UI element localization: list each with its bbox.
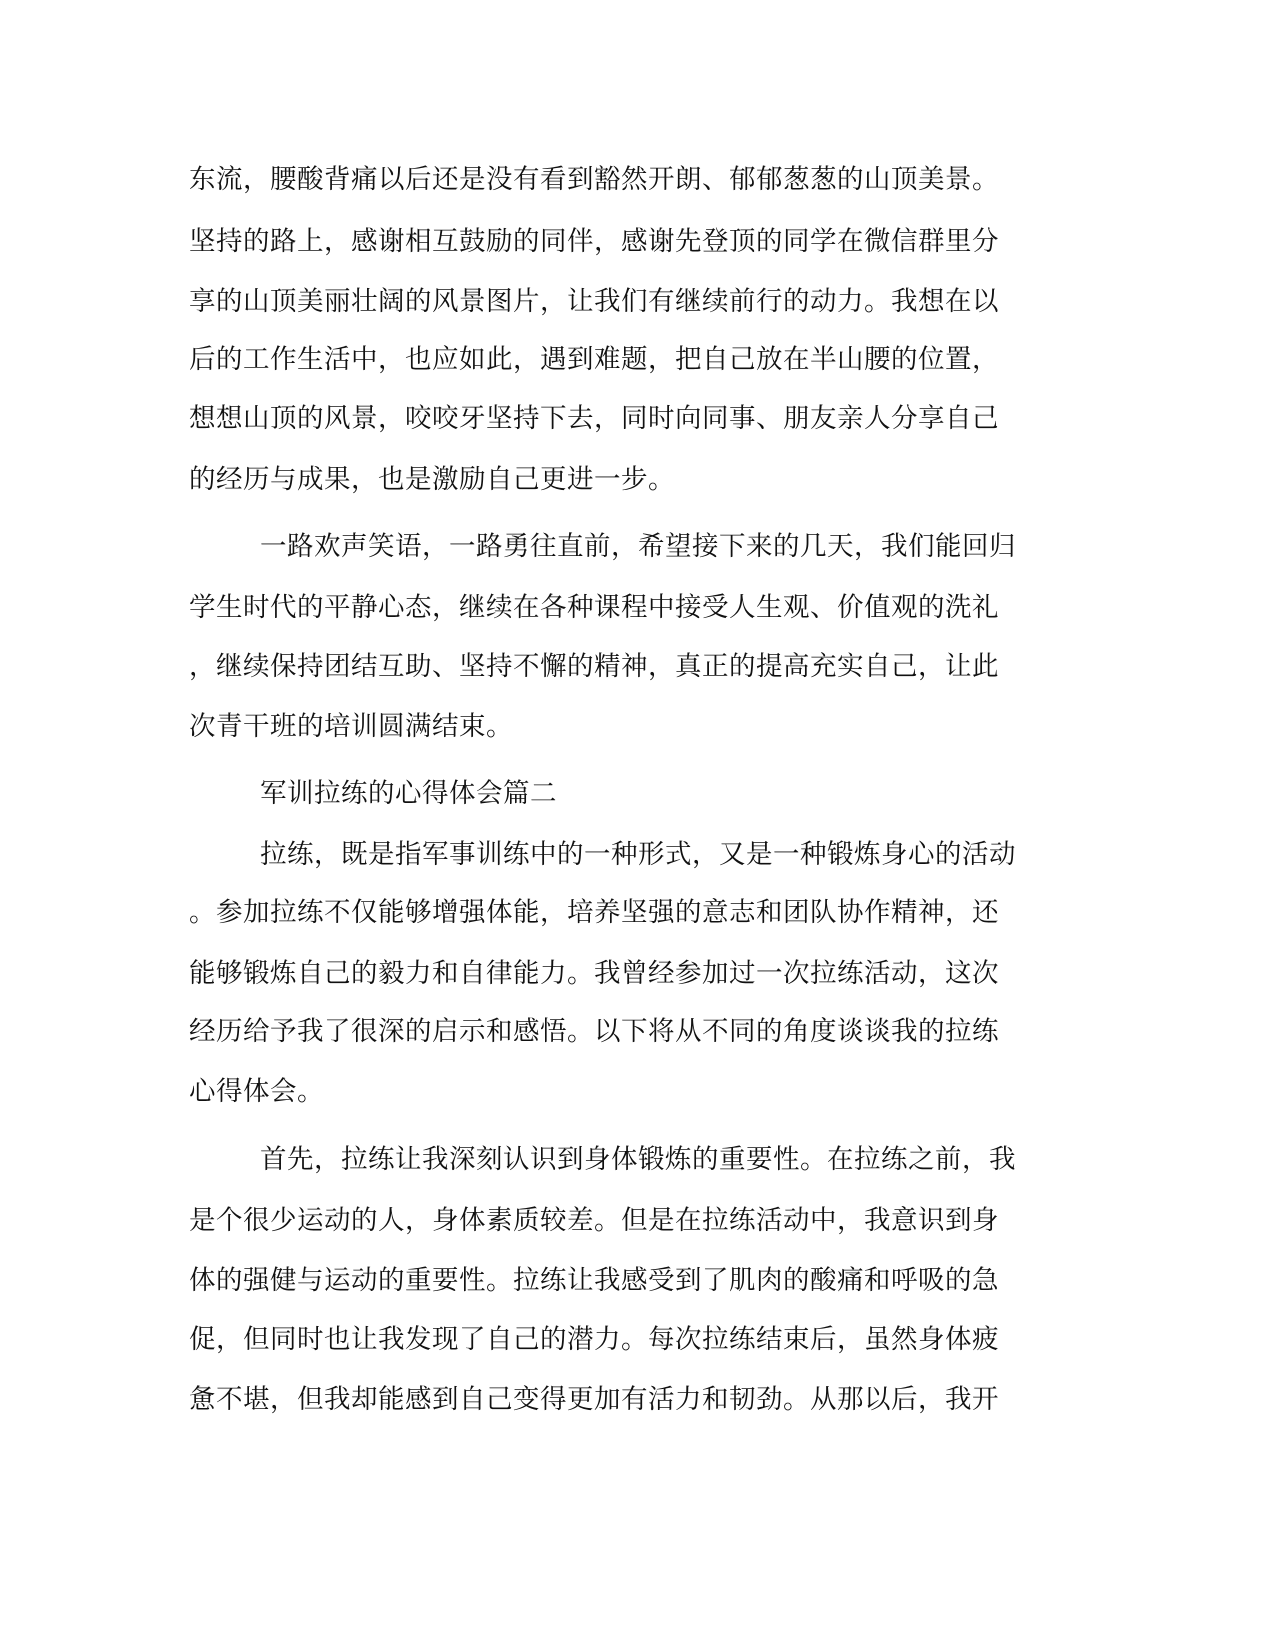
- text-line: 坚持的路上，感谢相互鼓励的同伴，感谢先登顶的同学在微信群里分: [189, 226, 999, 257]
- section-heading: 军训拉练的心得体会篇二: [260, 778, 557, 809]
- text-line: ，继续保持团结互助、坚持不懈的精神，真正的提高充实自己，让此: [189, 651, 999, 682]
- text-line: 学生时代的平静心态，继续在各种课程中接受人生观、价值观的洗礼: [189, 592, 999, 623]
- text-line: 体的强健与运动的重要性。拉练让我感受到了肌肉的酸痛和呼吸的急: [189, 1265, 999, 1296]
- text-line: 东流，腰酸背痛以后还是没有看到豁然开朗、郁郁葱葱的山顶美景。: [189, 164, 999, 195]
- text-line: 后的工作生活中，也应如此，遇到难题，把自己放在半山腰的位置，: [189, 344, 999, 375]
- text-line: 促，但同时也让我发现了自己的潜力。每次拉练结束后，虽然身体疲: [189, 1324, 999, 1355]
- text-line: 享的山顶美丽壮阔的风景图片，让我们有继续前行的动力。我想在以: [189, 286, 999, 317]
- text-line: 的经历与成果，也是激励自己更进一步。: [189, 464, 675, 495]
- paragraph-first-line: 首先，拉练让我深刻认识到身体锻炼的重要性。在拉练之前，我: [260, 1144, 1016, 1175]
- paragraph-first-line: 一路欢声笑语，一路勇往直前，希望接下来的几天，我们能回归: [260, 531, 1016, 562]
- text-line: 次青干班的培训圆满结束。: [189, 711, 513, 742]
- text-line: 惫不堪，但我却能感到自己变得更加有活力和韧劲。从那以后，我开: [189, 1384, 999, 1415]
- paragraph-first-line: 拉练，既是指军事训练中的一种形式，又是一种锻炼身心的活动: [260, 839, 1016, 870]
- text-line: 。参加拉练不仅能够增强体能，培养坚强的意志和团队协作精神，还: [189, 897, 999, 928]
- text-line: 经历给予我了很深的启示和感悟。以下将从不同的角度谈谈我的拉练: [189, 1016, 999, 1047]
- text-line: 想想山顶的风景，咬咬牙坚持下去，同时向同事、朋友亲人分享自己: [189, 403, 999, 434]
- text-line: 心得体会。: [189, 1076, 324, 1107]
- text-line: 能够锻炼自己的毅力和自律能力。我曾经参加过一次拉练活动，这次: [189, 958, 999, 989]
- text-line: 是个很少运动的人，身体素质较差。但是在拉练活动中，我意识到身: [189, 1205, 999, 1236]
